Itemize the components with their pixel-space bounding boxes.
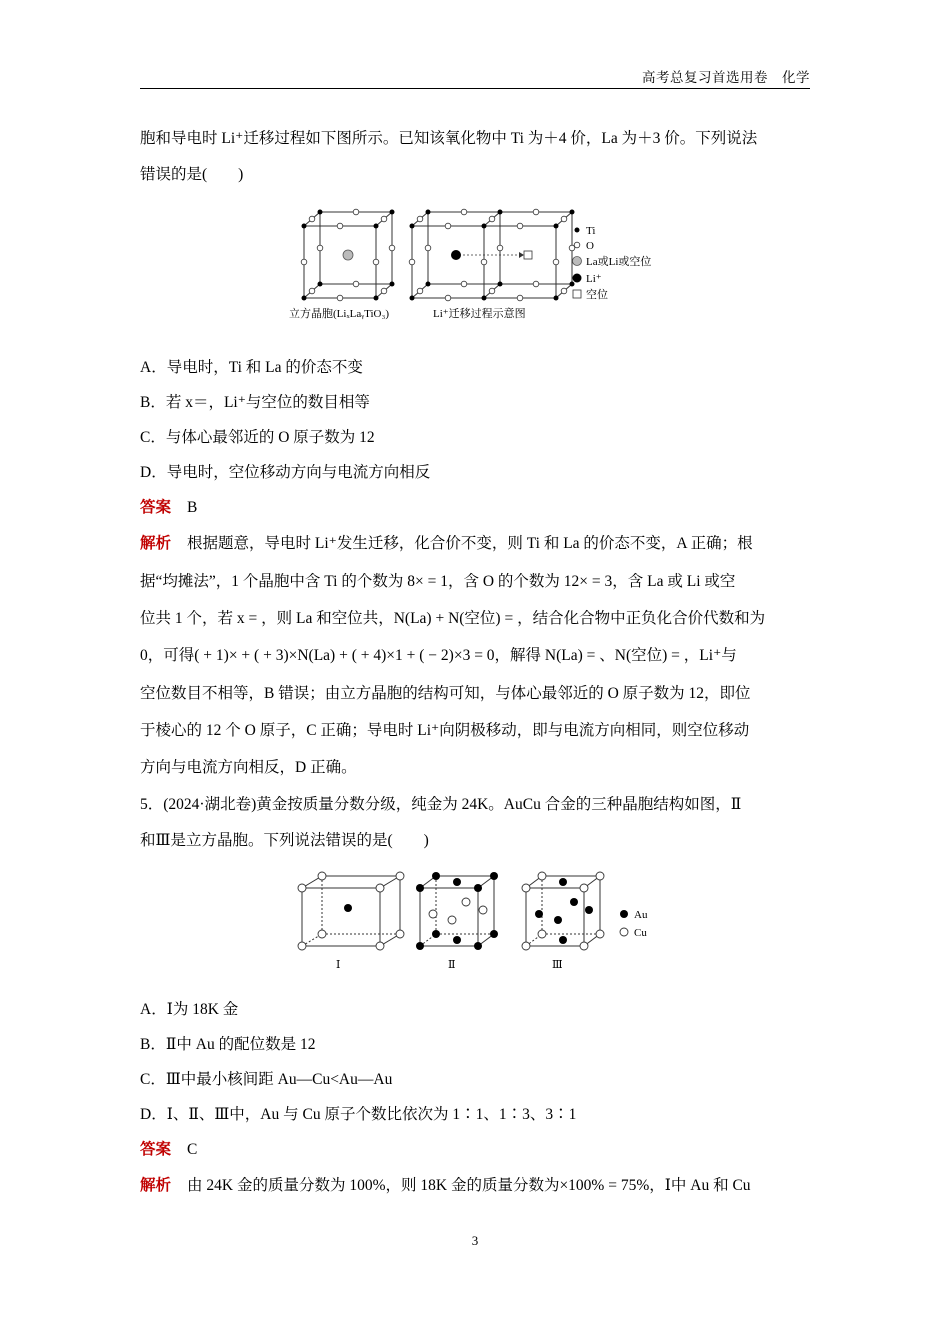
q4-caption-right: Li⁺迁移过程示意图 bbox=[433, 308, 526, 320]
q4-answer bbox=[140, 498, 810, 518]
q5-analysis-text1: 由 24K 金的质量分数为 100%，则 18K 金的质量分数为×100% = 75%，Ⅰ中 Au 和 Cu bbox=[187, 1177, 751, 1194]
q4-option-c: C．与体心最邻近的 O 原子数为 12 bbox=[140, 429, 375, 446]
q4-answer-label: 答案 bbox=[140, 499, 172, 516]
q4-analysis-text1: 根据题意，导电时 Li⁺发生迁移，化合价不变，则 Ti 和 La 的价态不变，A 正确；根 bbox=[187, 535, 753, 552]
q4-legend-vacancy: 空位 bbox=[586, 289, 608, 301]
q5-crystal-figure bbox=[290, 868, 660, 976]
page-number: 3 bbox=[471, 1233, 479, 1248]
q4-analysis-line4: 0，可得( + 1)× + ( + 3)×N(La) + ( + 4)×1 + ( − 2)×3 = 0，解得 N(La) = 、N(空位) = ，Li⁺与 bbox=[140, 647, 737, 664]
q4-analysis-label: 解析 bbox=[140, 535, 172, 552]
q5-legend-cu: Cu bbox=[634, 927, 647, 939]
q4-legend-li: Li⁺ bbox=[586, 273, 602, 285]
q4-legend-ti: Ti bbox=[586, 225, 596, 237]
q5-analysis-line1 bbox=[140, 1176, 810, 1196]
q4-crystal-figure bbox=[285, 200, 675, 325]
q5-label-1: Ⅰ bbox=[336, 959, 341, 971]
q5-label-2: Ⅱ bbox=[448, 959, 456, 971]
q5-answer-value: C bbox=[187, 1141, 198, 1158]
q5-option-c: C．Ⅲ中最小核间距 Au—Cu<Au—Au bbox=[140, 1071, 393, 1088]
q5-label-3: Ⅲ bbox=[552, 959, 563, 971]
q4-analysis-line3: 位共 1 个，若 x = ，则 La 和空位共，N(La) + N(空位) = ，结合化合物中正负化合价代数和为 bbox=[140, 610, 766, 627]
q5-option-d: D．Ⅰ、Ⅱ、Ⅲ中，Au 与 Cu 原子个数比依次为 1∶1、1∶3、3∶1 bbox=[140, 1106, 577, 1123]
q5-analysis-label: 解析 bbox=[140, 1177, 172, 1194]
q4-analysis-line6: 于棱心的 12 个 O 原子，C 正确；导电时 Li⁺向阴极移动，即与电流方向相同，则空位移动 bbox=[140, 722, 750, 739]
q5-legend-au: Au bbox=[634, 909, 648, 921]
q4-answer-value: B bbox=[187, 499, 198, 516]
q4-analysis-line5: 空位数目不相等，B 错误；由立方晶胞的结构可知，与体心最邻近的 O 原子数为 12，即位 bbox=[140, 685, 751, 702]
q4-analysis-line2: 据“均摊法”，1 个晶胞中含 Ti 的个数为 8× = 1，含 O 的个数为 12× = 3，含 La 或 Li 或空 bbox=[140, 573, 736, 590]
q4-option-d: D．导电时，空位移动方向与电流方向相反 bbox=[140, 464, 431, 481]
q5-stem-line1: 5．(2024·湖北卷)黄金按质量分数分级，纯金为 24K。AuCu 合金的三种晶胞结构如图，Ⅱ bbox=[140, 796, 742, 813]
q4-option-b: B．若 x＝，Li⁺与空位的数目相等 bbox=[140, 394, 370, 411]
q4-analysis-line7: 方向与电流方向相反，D 正确。 bbox=[140, 759, 357, 776]
q5-stem-line2: 和Ⅲ是立方晶胞。下列说法错误的是( ) bbox=[140, 832, 429, 849]
q5-answer-label: 答案 bbox=[140, 1141, 172, 1158]
q4-stem-line1: 胞和导电时 Li⁺迁移过程如下图所示。已知该氧化物中 Ti 为＋4 价，La 为＋3 价。下列说法 bbox=[140, 130, 758, 147]
page-header bbox=[140, 66, 810, 89]
q5-option-a: A．Ⅰ为 18K 金 bbox=[140, 1001, 239, 1018]
header-title: 高考总复习首选用卷 化学 bbox=[642, 70, 810, 85]
q4-caption-left: 立方晶胞(LiₓLaᵧTiO₃) bbox=[289, 308, 389, 320]
q4-option-a: A．导电时，Ti 和 La 的价态不变 bbox=[140, 359, 363, 376]
q4-legend-la: La或Li或空位 bbox=[586, 256, 652, 268]
q4-analysis-line1 bbox=[140, 534, 810, 554]
q4-legend-o: O bbox=[586, 240, 594, 252]
q5-option-b: B．Ⅱ中 Au 的配位数是 12 bbox=[140, 1036, 316, 1053]
q5-answer bbox=[140, 1140, 810, 1160]
q4-stem-line2: 错误的是( ) bbox=[140, 166, 244, 183]
